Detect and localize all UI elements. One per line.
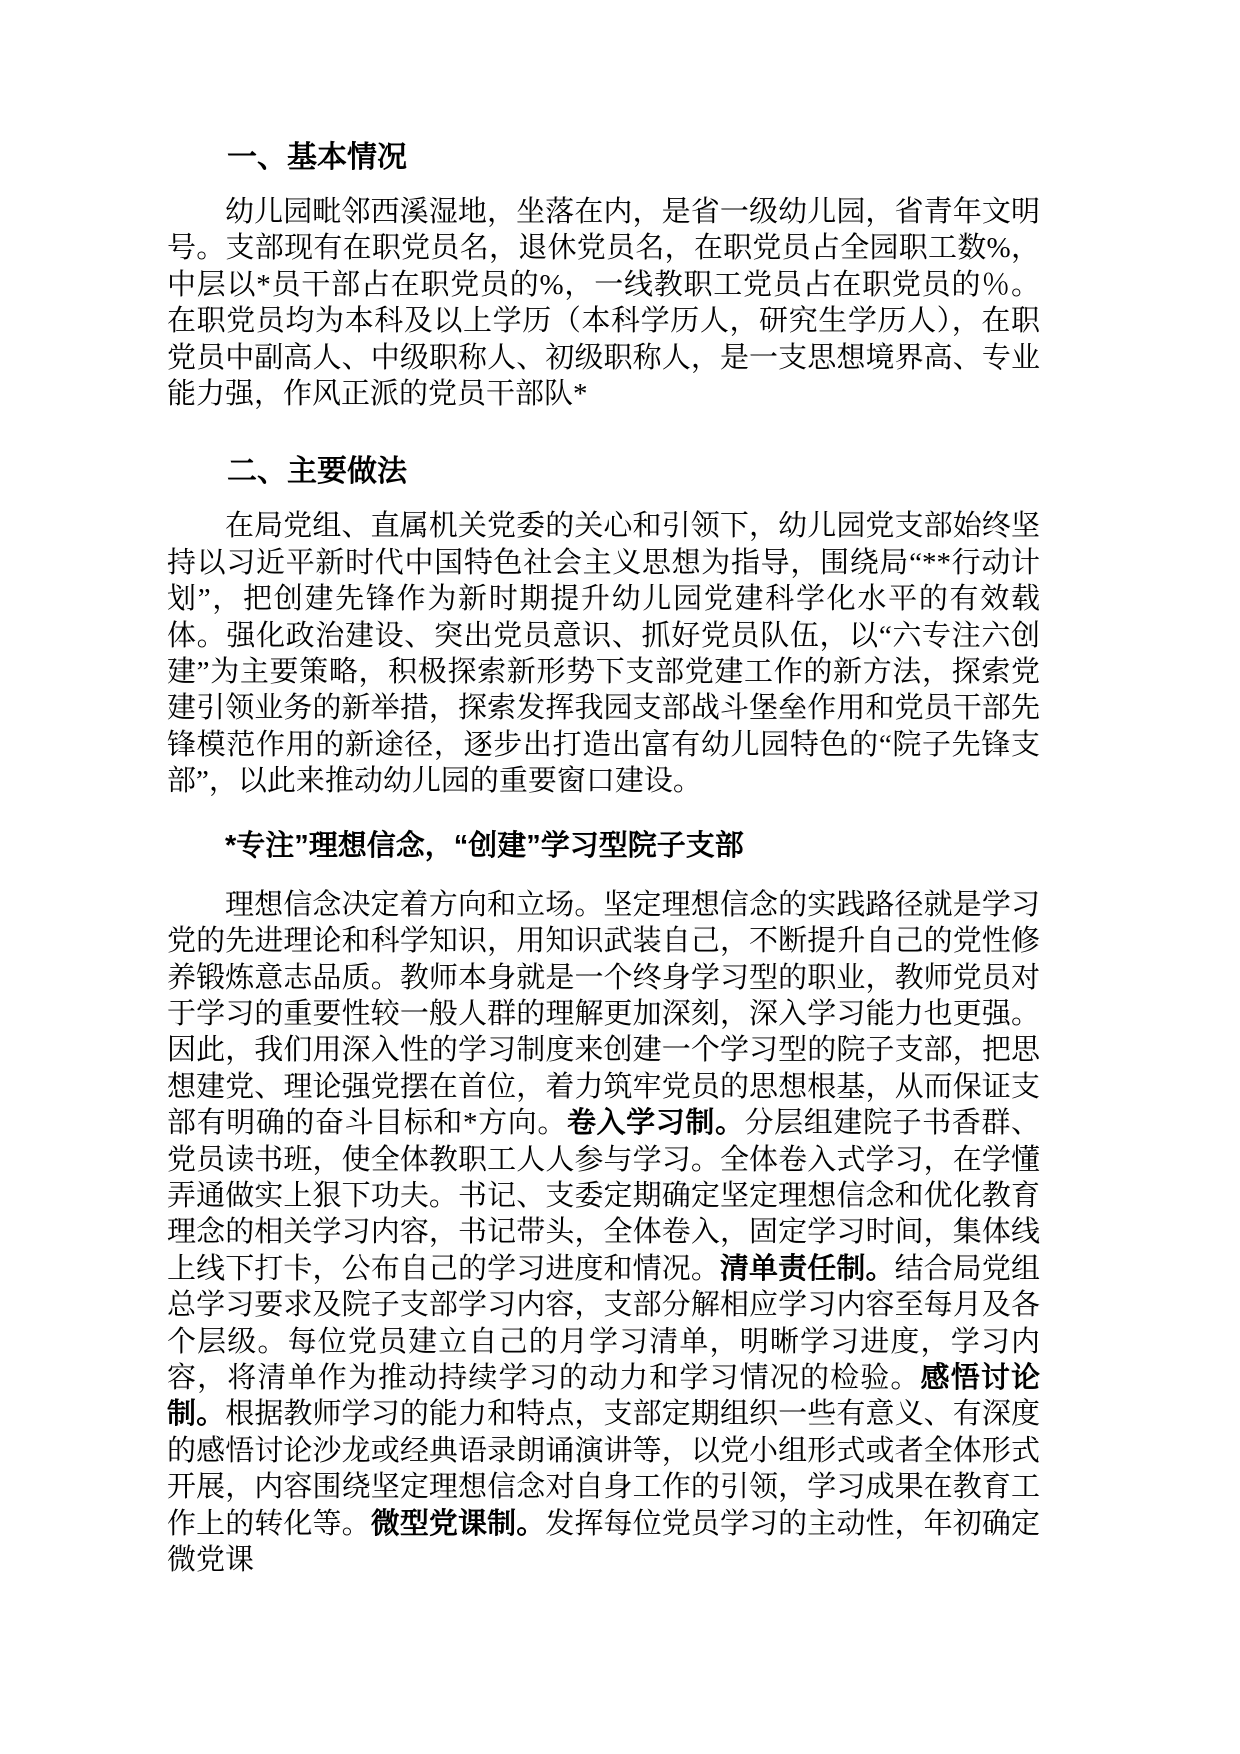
text-run: 根据教师学习的能力和特点，支部定期组织一些有意义、有深度的感悟讨论沙龙或经典语录朗诵演讲等，以党小组形式或者全体形式开展，内容围绕坚定理想信念对自身工作的引领，学习成果在教育工作上的转化等。 [167,1398,1040,1540]
section-heading: 一、基本情况 [227,141,407,174]
bold-text-run: 感悟讨论制。 [167,1361,1040,1431]
text-run: 发挥每位党员学习的主动性，年初确定微党课 [167,1507,1040,1576]
section-subheading: *专注”理想信念，“创建”学习型院子支部 [225,829,744,862]
bold-text-run: 卷入学习制。 [566,1107,745,1140]
text-run: 幼儿园毗邻西溪湿地，坐落在内，是省一级幼儿园，省青年文明号。支部现有在职党员名，退休党员名，在职党员占全园职工数%，中层以*员干部占在职党员的%，一线教职工党员占在职党员的％。在职党员均为本科及以上学历（本科学历人，研究生学历人），在职党员中副高人、中级职称人、初级职称人，是一支思想境界高、专业能力强，作风正派的党员干部队* [167,196,1040,411]
text-run: 在局党组、直属机关党委的关心和引领下，幼儿园党支部始终坚持以习近平新时代中国特色社会主义思想为指导，围绕局“**行动计划”，把创建先锋作为新时期提升幼儿园党建科学化水平的有效载体。强化政治建设、突出党员意识、抓好党员队伍，以“六专注六创建”为主要策略，积极探索新形势下支部党建工作的新方法，探索党建引领业务的新举措，探索发挥我园支部战斗堡垒作用和党员干部先锋模范作用的新途径，逐步出打造出富有幼儿园特色的“院子先锋支部”，以此来推动幼儿园的重要窗口建设。 [167,510,1040,798]
text-run: 分层组建院子书香群、党员读书班，使全体教职工人人参与学习。全体卷入式学习，在学懂弄通做实上狠下功夫。书记、支委定期确定坚定理想信念和优化教育理念的相关学习内容，书记带头，全体卷入，固定学习时间，集体线上线下打卡，公布自己的学习进度和情况。 [167,1107,1040,1285]
paragraph [167,887,1040,1579]
paragraph [167,508,1040,799]
section-heading: 二、主要做法 [227,455,407,489]
bold-text-run: 清单责任制。 [719,1252,895,1285]
bold-text-run: 微型党课制。 [370,1507,546,1540]
text-run: 结合局党组总学习要求及院子支部学习内容，支部分解相应学习内容至每月及各个层级。每位党员建立自己的月学习清单，明晰学习进度，学习内容，将清单作为推动持续学习的动力和学习情况的检验。 [167,1252,1040,1394]
text-run: 理想信念决定着方向和立场。坚定理想信念的实践路径就是学习党的先进理论和科学知识，用知识武装自己，不断提升自己的党性修养锻炼意志品质。教师本身就是一个终身学习型的职业，教师党员对于学习的重要性较一般人群的理解更加深刻，深入学习能力也更强。因此，我们用深入性的学习制度来创建一个学习型的院子支部，把思想建党、理论强党摆在首位，着力筑牢党员的思想根基，从而保证支部有明确的奋斗目标和*方向。 [167,888,1040,1140]
document-content [167,139,1040,1578]
paragraph [167,194,1040,412]
